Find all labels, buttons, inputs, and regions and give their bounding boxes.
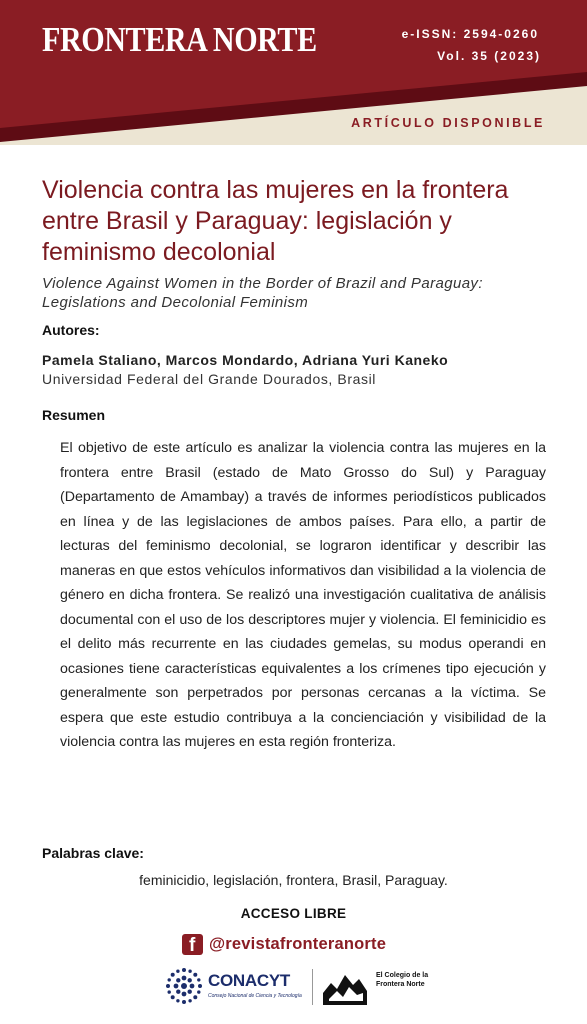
issn: e-ISSN: 2594-0260	[401, 27, 539, 41]
journal-title: FRONTERA NORTE	[42, 20, 317, 59]
conacyt-logo-mark	[163, 965, 205, 1007]
conacyt-subtitle: Consejo Nacional de Ciencia y Tecnología	[208, 993, 302, 999]
open-access-label: ACCESO LIBRE	[240, 906, 347, 921]
article-title: Violencia contra las mujeres en la frontera entre Brasil y Paraguay: legislación y feminismo decolonial	[42, 176, 509, 266]
social-handle[interactable]: @revistafronteranorte	[209, 934, 387, 953]
authors: Pamela Staliano, Marcos Mondardo, Adriana Yuri Kaneko	[42, 352, 449, 368]
colef-name: El Colegio de la Frontera Norte	[376, 972, 429, 988]
conacyt-name: CONACYT	[208, 971, 290, 990]
header-banner	[0, 0, 587, 145]
abstract-text: El objetivo de este artículo es analizar la violencia contra las mujeres en la frontera entre Brasil (estado de Mato Grosso do Sul) y Paraguay (Departamento de Amambay) a través de informes periodísticos publicados en línea y de las legislaciones de ambos países. Para ello, a partir de lecturas del feminismo decolonial, se lograron identificar y describir las maneras en que estos vehículos informativos dan visibilidad a la violencia de género en dicha frontera. Se realizó una investigación cualitativa de análisis documental con el uso de los descriptores mujer y violencia. El feminicidio es el delito más recurrente en las ciudades gemelas, su modus operandi en ocasiones tiene características equivalentes a los crímenes tipo ejecución y generalmente son perpetrados por personas cercanas a la víctima. Se espera que este estudio contribuya a la concienciación y visibilidad de la violencia contra las mujeres en esta región fronteriza.	[60, 440, 546, 750]
facebook-icon: f	[182, 934, 203, 955]
social-link[interactable]	[182, 933, 386, 955]
authors-label: Autores:	[42, 322, 100, 338]
abstract-label: Resumen	[42, 407, 106, 423]
volume: Vol. 35 (2023)	[437, 49, 541, 63]
availability-label: ARTÍCULO DISPONIBLE	[351, 116, 545, 130]
sponsor-logos	[160, 963, 440, 1013]
logo-divider	[312, 969, 313, 1005]
keywords: feminicidio, legislación, frontera, Brasil, Paraguay.	[139, 872, 448, 888]
colef-logo-mark	[323, 971, 367, 1005]
affiliation: Universidad Federal del Grande Dourados, Brasil	[42, 371, 377, 387]
article-title-english: Violence Against Women in the Border of Brazil and Paraguay: Legislations and Decolonial Feminism	[42, 275, 483, 311]
keywords-label: Palabras clave:	[42, 845, 144, 861]
